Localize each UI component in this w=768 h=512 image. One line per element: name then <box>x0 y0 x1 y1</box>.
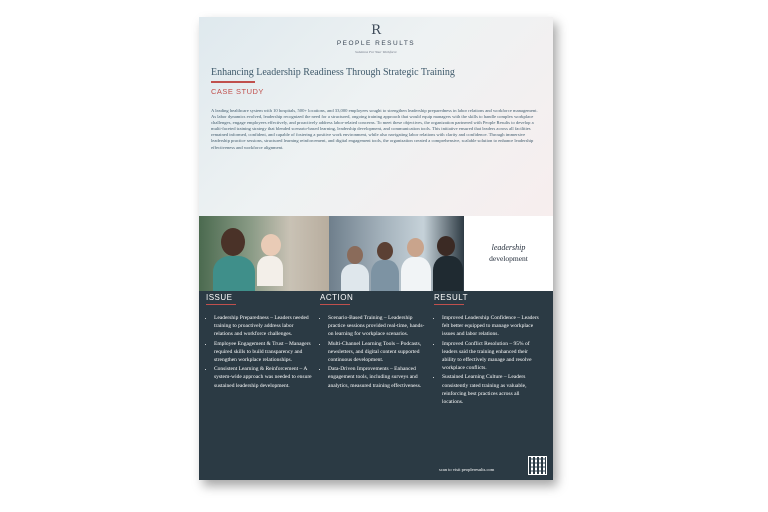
qr-code-icon[interactable] <box>528 456 547 475</box>
list-item: • Sustained Learning Culture – Leaders consistently rated training as valuable, reinforcing best practices across all locations. <box>442 373 540 406</box>
title-divider <box>211 81 255 83</box>
logo-name: PEOPLE RESULTS <box>336 40 416 47</box>
feature-line-2: development <box>489 254 528 263</box>
logo-tagline: Solutions For Your Workforce <box>355 50 397 54</box>
nurse-with-baby-photo <box>199 216 329 291</box>
list-item: • Multi-Channel Learning Tools – Podcasts, newsletters, and digital content supported continuous development. <box>328 340 426 365</box>
column-divider <box>320 304 350 305</box>
issue-column <box>206 293 312 391</box>
photo-strip <box>199 216 553 291</box>
document-title: Enhancing Leadership Readiness Through Strategic Training <box>211 67 455 78</box>
header-section <box>199 17 553 216</box>
list-item: • Scenario-Based Training – Leadership practice sessions provided real-time, hands-on learning for workplace scenarios. <box>328 314 426 339</box>
feature-line-1: leadership <box>491 243 526 252</box>
action-column <box>320 293 426 391</box>
leadership-development-label <box>464 216 553 291</box>
column-heading: ACTION <box>320 293 354 302</box>
list-item: • Improved Leadership Confidence – Leaders felt better equipped to manage workplace issues and labor relations. <box>442 314 540 339</box>
footer-cta: scan to visit peopleresults.com <box>439 467 495 472</box>
document-subtitle: CASE STUDY <box>211 87 264 96</box>
list-item: • Improved Conflict Resolution – 95% of leaders said the training enhanced their ability to effectively manage and resolve workplace conflicts. <box>442 340 540 373</box>
column-divider <box>434 304 464 305</box>
case-study-document <box>199 17 553 480</box>
result-column <box>434 293 540 407</box>
list-item: • Leadership Preparedness – Leaders needed training to proactively address labor relations and workforce challenges. <box>214 314 312 339</box>
medical-team-photo <box>329 216 464 291</box>
column-heading: RESULT <box>434 293 468 302</box>
intro-paragraph: A leading healthcare system with 10 hospitals, 500+ locations, and 33,000 employees sought to strengthen leadership preparedness in labor relations and workforce management. As labor dynamics evolved, leadership recognized the need for a structured, ongoing training approach that would equip managers with the skills to handle complex workplace challenges, engage employees effectively, and proactively address labor-related concerns. To meet these objectives, the organization partnered with People Results to develop a multi-faceted training strategy that blended scenario-based learning, leadership development, and communication tools. This initiative ensured that leaders across all facilities remained informed, confident, and capable of fostering a positive work environment, while also navigating labor relations with clarity and confidence. Through immersive leadership practice sessions, structured learning reinforcement, and digital engagement tools, the organization created a comprehensive, scalable solution to enhance leadership effectiveness and workforce alignment. <box>211 108 538 150</box>
list-item: • Employee Engagement & Trust – Managers required skills to build transparency and strengthen workplace relationships. <box>214 340 312 365</box>
column-divider <box>206 304 236 305</box>
list-item: • Data-Driven Improvements – Enhanced engagement tools, including surveys and analytics, measured training effectiveness. <box>328 365 426 390</box>
column-heading: ISSUE <box>206 293 233 302</box>
logo-mark: R <box>371 23 381 38</box>
list-item: • Consistent Learning & Reinforcement – A system-wide approach was needed to ensure sustained leadership development. <box>214 365 312 390</box>
summary-panel <box>199 291 553 480</box>
